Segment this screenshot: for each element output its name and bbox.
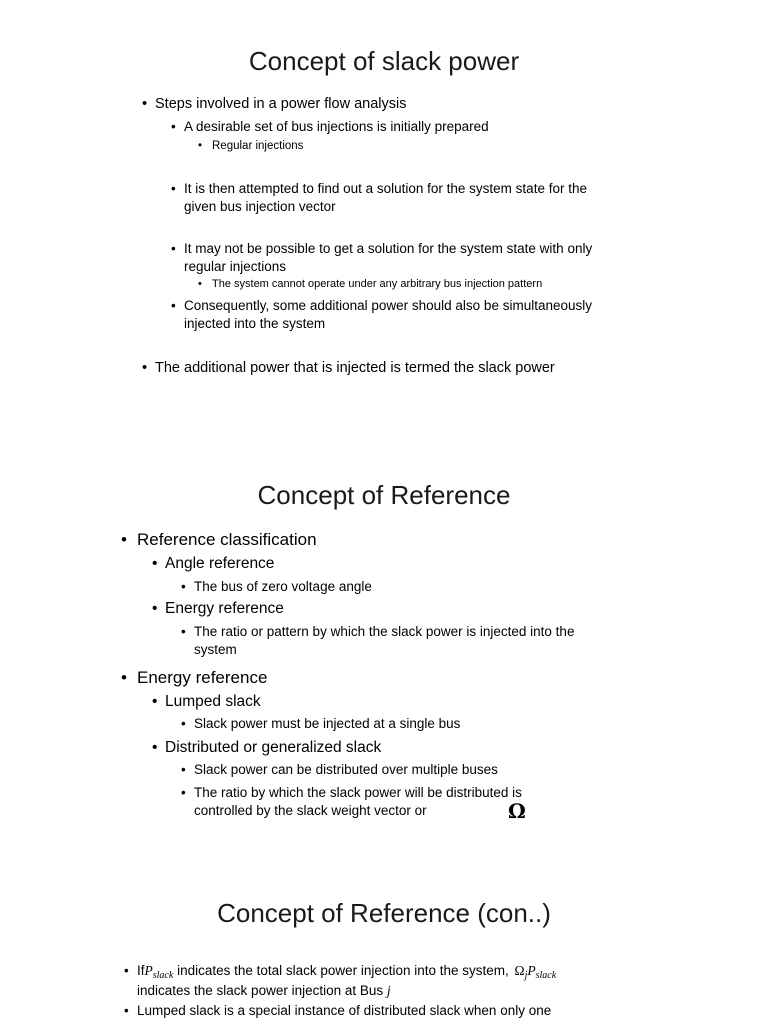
- bullet-l2: • Energy reference: [152, 600, 284, 617]
- bullet-l1: • Reference classification: [121, 530, 317, 549]
- bullet-l3: • Regular injections: [198, 140, 304, 152]
- bullet-l2: • It is then attempted to find out a solution for the system state for the given bus injection vector: [171, 181, 587, 214]
- bullet-dot: •: [181, 785, 186, 800]
- bullet-l1: • The additional power that is injected is termed the slack power: [142, 360, 555, 376]
- bullet-dot: •: [171, 181, 176, 196]
- bullet-l3: • The ratio by which the slack power will be distributed is controlled by the slack weight vector or: [181, 785, 522, 818]
- bullet-l2: • Consequently, some additional power should also be simultaneously injected into the system: [171, 298, 592, 331]
- p-slack-symbol: $P_{slack}$: [144, 963, 174, 981]
- bullet-line: indicates the slack power injection at Bus j: [137, 983, 391, 998]
- bullet-dot: •: [152, 600, 158, 617]
- bullet-l1: • Steps involved in a power flow analysis: [142, 96, 407, 112]
- slide-3-title: Concept of Reference (con..): [217, 898, 551, 928]
- bullet-l1: • Energy reference: [121, 668, 268, 687]
- bullet-dot: •: [142, 96, 148, 112]
- bullet-l2: • Distributed or generalized slack: [152, 739, 382, 756]
- bullet-dot: •: [171, 119, 176, 134]
- omega-j-p-slack-symbol: $\Omega_jP_{slack}$: [514, 963, 557, 981]
- bullet-dot: •: [152, 555, 158, 572]
- bullet-dot: •: [171, 298, 176, 313]
- bullet-l2: • Lumped slack: [152, 693, 261, 710]
- bullet-l1: • Lumped slack is a special instance of distributed slack when only one: [124, 1003, 552, 1018]
- bullet-l3: • The bus of zero voltage angle: [181, 579, 372, 594]
- slide-1-title: Concept of slack power: [248, 46, 520, 76]
- bullet-line: IfP$_{slack}$ indicates the total slack power injection into the system, $\Omega_jP_{slack}$: [137, 963, 557, 981]
- bullet-l3: • Slack power must be injected at a single bus: [181, 716, 461, 731]
- bullet-dot: •: [181, 716, 186, 731]
- slide-2-title: Concept of Reference: [257, 480, 511, 510]
- bullet-dot: •: [181, 762, 186, 777]
- bullet-dot: •: [121, 530, 127, 549]
- bullet-l3: • The ratio or pattern by which the slack power is injected into the system: [181, 624, 575, 657]
- bullet-l1: [124, 962, 557, 1000]
- bullet-l2: • A desirable set of bus injections is initially prepared: [171, 119, 489, 134]
- bullet-dot: •: [171, 241, 176, 256]
- bullet-dot: •: [152, 693, 158, 710]
- bullet-l3: • The system cannot operate under any arbitrary bus injection pattern: [198, 278, 543, 290]
- bullet-dot: •: [124, 1003, 129, 1018]
- bullet-dot: •: [124, 963, 129, 978]
- bullet-dot: •: [198, 140, 203, 152]
- bullet-dot: •: [181, 579, 186, 594]
- bullet-dot: •: [181, 624, 186, 639]
- bullet-dot: •: [121, 668, 127, 687]
- bullet-l2: • It may not be possible to get a solution for the system state with only regular injections: [171, 241, 593, 274]
- bullet-dot: •: [198, 278, 202, 290]
- omega-symbol: Ω: [508, 799, 526, 823]
- bullet-l2: • Angle reference: [152, 555, 275, 572]
- bullet-dot: •: [142, 360, 148, 376]
- bullet-dot: •: [152, 739, 158, 756]
- bullet-l3: • Slack power can be distributed over multiple buses: [181, 762, 498, 777]
